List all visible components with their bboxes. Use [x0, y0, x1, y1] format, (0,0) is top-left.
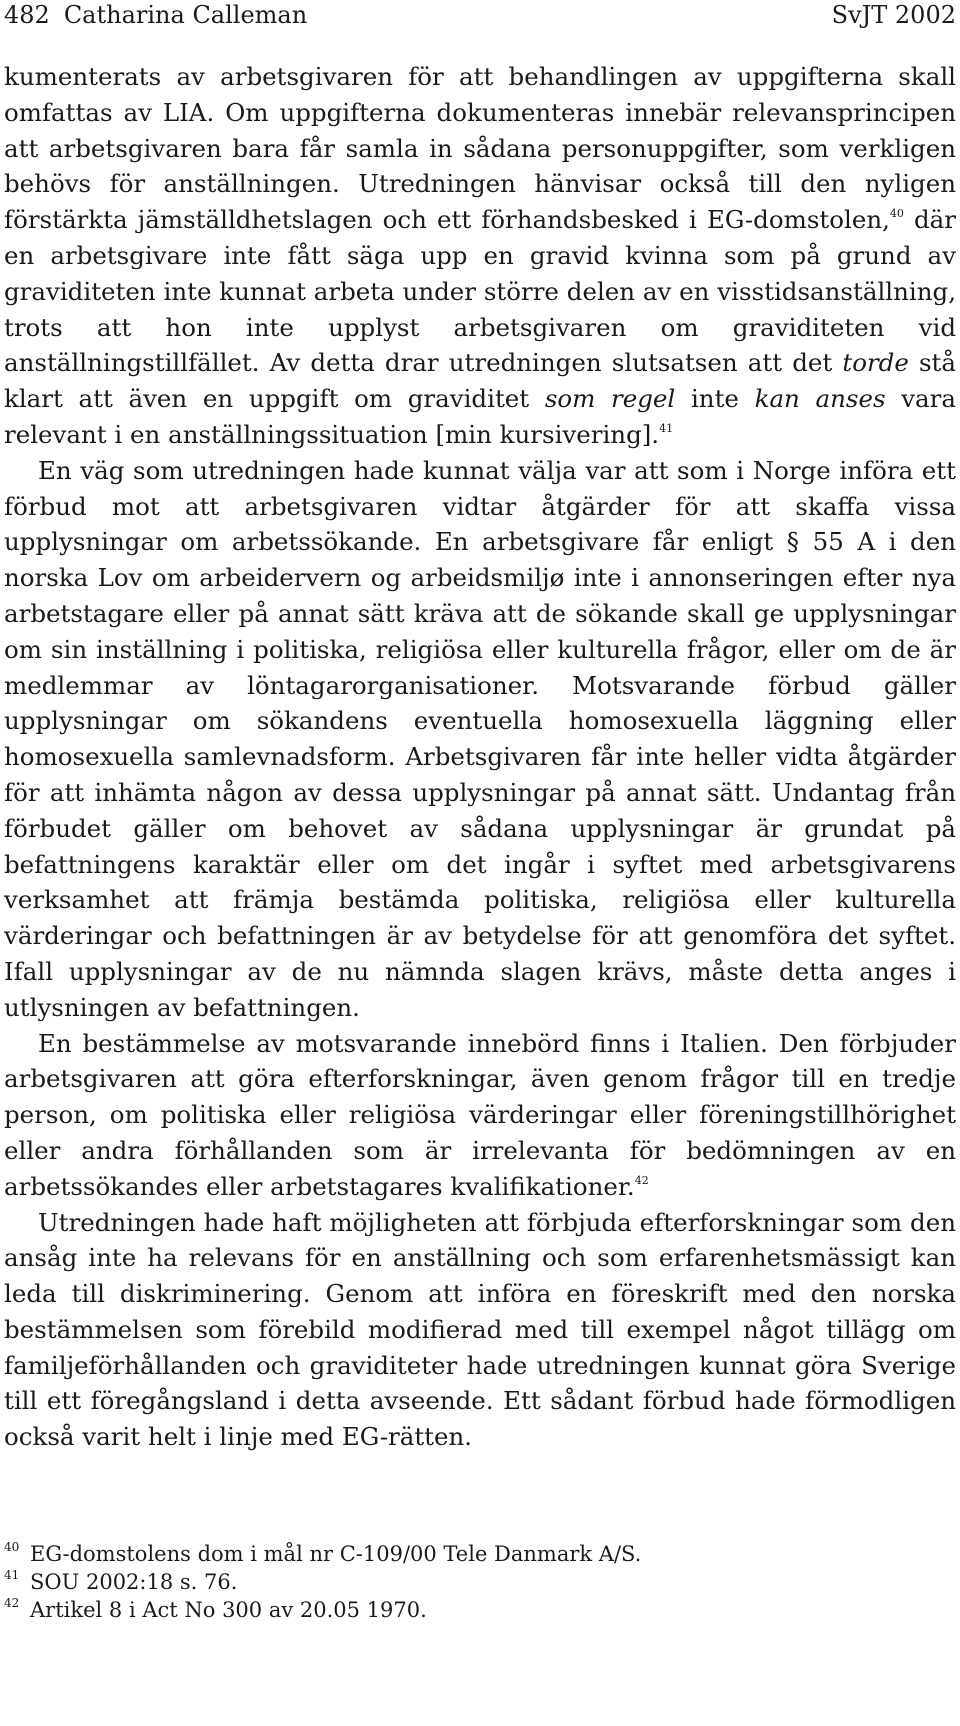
italic-text: som regel: [544, 384, 676, 414]
text-run: stå klart att även en uppgift om graviditet: [4, 348, 956, 414]
text-run: vara relevant i en anställningssituation [min kursivering].: [4, 384, 956, 449]
paragraph-1: [4, 59, 956, 453]
running-header: [4, 0, 956, 30]
footnote-ref-42: 42: [634, 1173, 649, 1187]
footnote-41: 41 SOU 2002:18 s. 76.: [4, 1568, 238, 1594]
footnotes: [4, 1540, 956, 1624]
footnote-40: 40 EG-domstolens dom i mål nr C-109/00 Tele Danmark A/S.: [4, 1540, 642, 1566]
page-number: 482: [4, 1, 50, 29]
paragraph-3: [4, 1026, 956, 1205]
paragraph-2: En väg som utredningen hade kunnat välja var att som i Norge införa ett förbud mot att arbetsgivaren vidtar åtgärder för att skaffa vissa upplysningar om arbetssökande. En arbetsgivare får enligt § 55 A i den norska Lov om arbeidervern og arbeidsmiljø inte i annonseringen efter nya arbetstagare eller på annat sätt kräva att de sökande skall ge upplysningar om sin inställning i politiska, religiösa eller kulturella frågor, eller om de är medlemmar av löntagarorganisationer. Motsvarande förbud gäller upplysningar om sökandens eventuella homosexuella läggning eller homosexuella samlevnadsform. Arbetsgivaren får inte heller vidta åtgärder för att inhämta någon av dessa upplysningar på annat sätt. Undantag från förbudet gäller om behovet av sådana upplysningar är grundat på befattningens karaktär eller om det ingår i syftet med arbetsgivarens verksamhet att främja bestämda politiska, religiösa eller kulturella värderingar och befattningen är av betydelse för att genomföra det syftet. Ifall upplysningar av de nu nämnda slagen krävs, måste detta anges i utlysningen av befattningen.: [4, 455, 956, 1022]
text-run: En bestämmelse av motsvarande innebörd finns i Italien. Den förbjuder arbetsgivaren att göra efterforskningar, även genom frågor till en tredje person, om politiska eller religiösa värderingar eller föreningstillhörighet eller andra förhållanden som är irrelevanta för bedömningen av en arbetssökandes eller arbetstagares kvalifikationer.: [4, 1028, 956, 1201]
italic-text: torde: [842, 348, 909, 378]
text-run: kumenterats av arbetsgivaren för att behandlingen av uppgifterna skall omfattas av LIA. Om uppgifterna dokumenteras innebär relevansprincipen att arbetsgivaren bara får samla in sådana personuppgifter, som verkligen behövs för anställningen. Utredningen hänvisar också till den nyligen förstärkta jämställdhetslagen och ett förhandsbesked i EG-domstolen,: [4, 62, 956, 235]
paragraph-4: Utredningen hade haft möjligheten att förbjuda efterforskningar som den ansåg inte ha relevans för en anställning och som erfarenhetsmässigt kan leda till diskriminering. Genom att införa en föreskrift med den norska bestämmelsen som förebild modifierad med till exempel något tillägg om familjeförhållanden och graviditeter hade utredningen kunnat göra Sverige till ett föregångsland i detta avseende. Ett sådant förbud hade förmodligen också varit helt i linje med EG-rätten.: [4, 1207, 956, 1452]
header-left: [4, 0, 307, 30]
footnote-text: EG-domstolens dom i mål nr C-109/00 Tele Danmark A/S.: [30, 1542, 642, 1566]
footnote-text: Artikel 8 i Act No 300 av 20.05 1970.: [30, 1598, 427, 1622]
text-run: där en arbetsgivare inte fått säga upp en gravid kvinna som på grund av graviditeten inte kunnat arbeta under större delen av en visstidsanställning, trots att hon inte upplyst arbetsgivaren om graviditeten vid anställningstillfället. Av detta drar utredningen slutsatsen att det: [4, 205, 956, 378]
journal-name: SvJT 2002: [831, 1, 956, 29]
italic-text: kan anses: [754, 384, 886, 414]
text-run: inte: [675, 384, 755, 414]
footnote-ref-40: 40: [889, 207, 904, 221]
author-name: Catharina Calleman: [63, 1, 308, 29]
footnote-42: 42 Artikel 8 i Act No 300 av 20.05 1970.: [4, 1596, 427, 1622]
footnote-text: SOU 2002:18 s. 76.: [30, 1570, 238, 1594]
article-body: [4, 59, 956, 1455]
footnote-ref-41: 41: [659, 421, 674, 435]
